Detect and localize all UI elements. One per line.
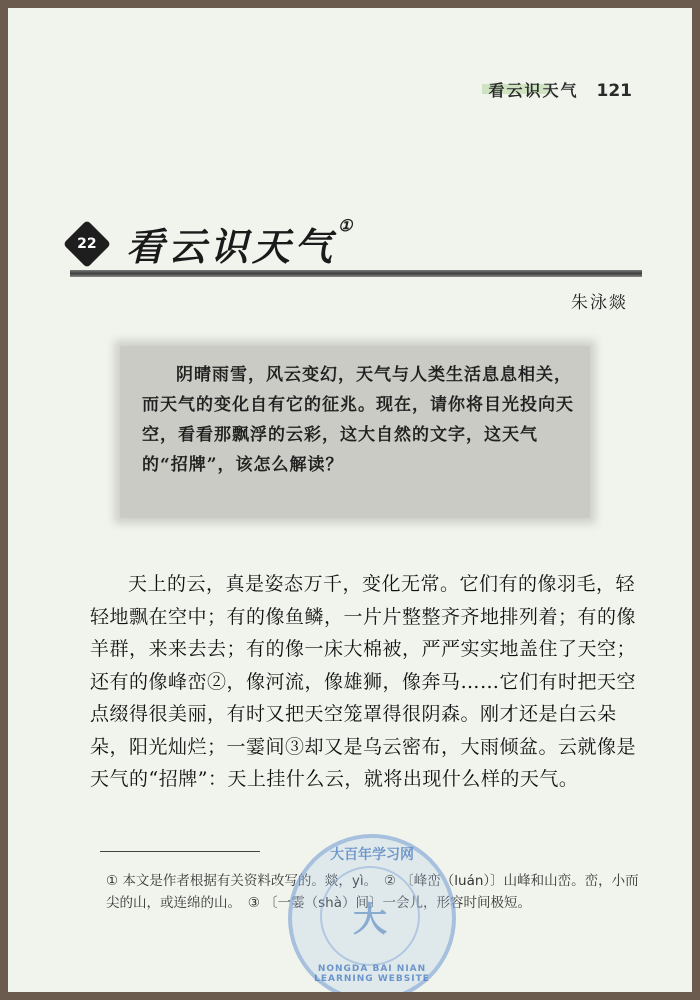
- book-page: [8, 8, 692, 992]
- title-rule: [70, 270, 642, 277]
- title-footnote-mark: ①: [338, 216, 357, 235]
- footnotes: ① 本文是作者根据有关资料改写的。燚，yì。 ② 〔峰峦（luán）〕山峰和山峦。峦，小而尖的山，或连绵的山。 ③ 〔一霎（shà）间〕一会儿，形容时间极短。: [106, 873, 639, 911]
- lesson-title-text: 看云识天气: [126, 224, 337, 269]
- watermark-center-mark: 大: [353, 899, 387, 940]
- footnote-rule: [100, 851, 260, 852]
- lesson-title: [126, 216, 356, 271]
- running-header: [488, 78, 632, 101]
- watermark-inner-ring: [320, 866, 420, 966]
- watermark-bottom-text: NONGDA BAI NIAN LEARNING WEBSITE: [314, 964, 430, 984]
- intro-text: 阴晴雨雪，风云变幻，天气与人类生活息息相关，而天气的变化自有它的征兆。现在，请你将目光投向天空，看看那飘浮的云彩，这大自然的文字，这天气的“招牌”，该怎么解读？: [142, 365, 574, 475]
- body-paragraph: 天上的云，真是姿态万千，变化无常。它们有的像羽毛，轻轻地飘在空中；有的像鱼鳞，一片片整整齐齐地排列着；有的像羊群，来来去去；有的像一床大棉被，严严实实地盖住了天空；还有的像峰峦②，像河流，像雄狮，像奔马……它们有时把天空点缀得很美丽，有时又把天空笼罩得很阴森。刚才还是白云朵朵，阳光灿烂；一霎间③却又是乌云密布，大雨倾盆。云就像是天气的“招牌”：天上挂什么云，就将出现什么样的天气。: [90, 573, 637, 790]
- page-number: 121: [596, 81, 632, 101]
- author-name: 朱泳燚: [571, 293, 628, 313]
- lesson-title-row: [70, 216, 356, 271]
- watermark-stamp: [288, 834, 456, 992]
- watermark-top-text: 大百年学习网: [330, 847, 414, 863]
- running-title: 看云识天气: [488, 81, 579, 100]
- lesson-number-badge: [63, 219, 111, 267]
- lesson-number: 22: [77, 235, 97, 252]
